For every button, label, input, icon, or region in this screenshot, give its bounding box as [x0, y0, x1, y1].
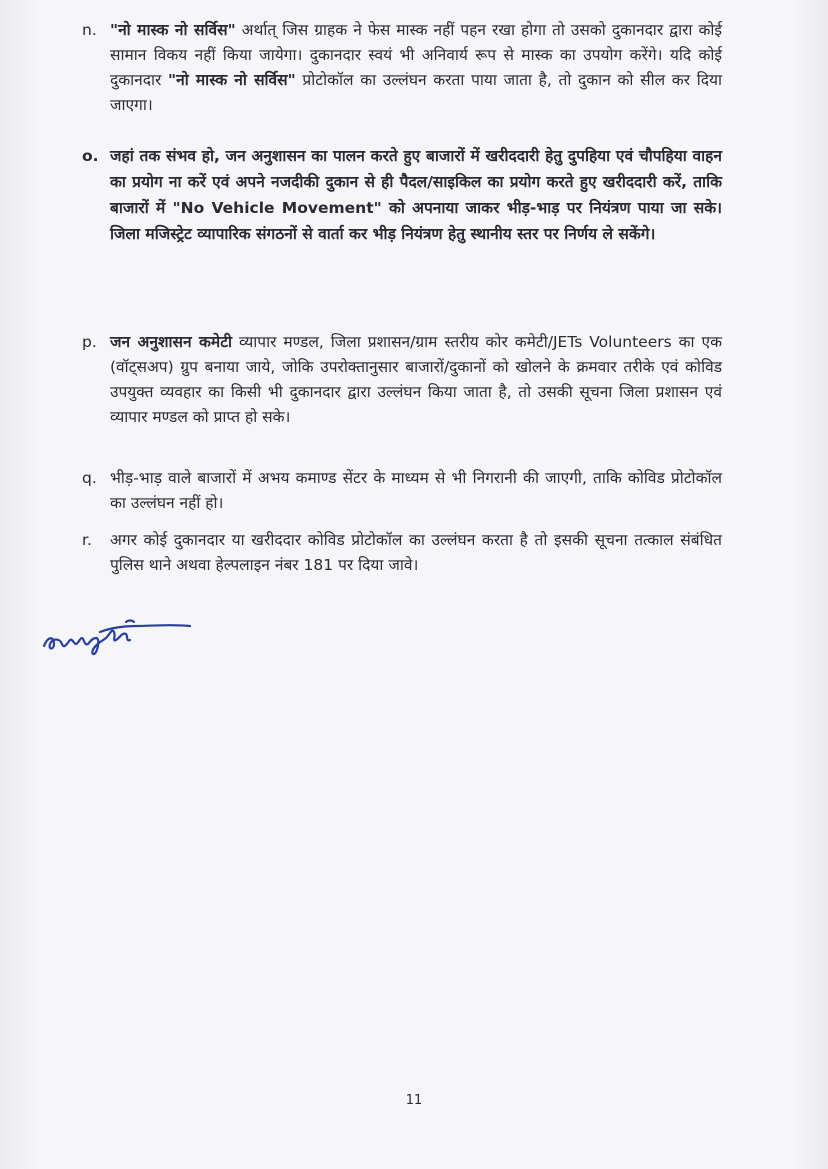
list-item-r	[82, 528, 722, 578]
list-item-n	[82, 18, 722, 118]
item-tail: प्रोटोकॉल का उल्लंघन करता पाया जाता है, तो दुकान को सील कर दिया जाएगा।	[110, 71, 722, 114]
item-text: व्यापार मण्डल, जिला प्रशासन/ग्राम स्तरीय कोर कमेटी/JETs Volunteers का एक (वॉट्सअप) ग्रुप बनाया जाये, जोकि उपरोक्तानुसार बाजारों/दुकानों को खोलने के क्रमवार तरीके एवं कोविड उपयुक्त व्यवहार का किसी भी दुकानदार द्वारा उल्लंघन किया जाता है, तो उसकी सूचना जिला प्रशासन एवं व्यापार मण्डल को प्राप्त हो सके।	[110, 333, 722, 426]
item-text: अगर कोई दुकानदार या खरीददार कोविड प्रोटोकॉल का उल्लंघन करता है तो इसकी सूचना तत्काल संबंधित पुलिस थाने अथवा हेल्पलाइन नंबर 181 पर दिया जावे।	[110, 531, 722, 574]
item-text: भीड़-भाड़ वाले बाजारों में अभय कमाण्ड सेंटर के माध्यम से भी निगरानी की जाएगी, ताकि कोविड प्रोटोकॉल का उल्लंघन नहीं हो।	[110, 469, 722, 512]
list-item-q	[82, 466, 722, 516]
list-item-p	[82, 330, 722, 430]
item-mid-bold: "नो मास्क नो सर्विस"	[168, 71, 296, 89]
item-text: जहां तक संभव हो, जन अनुशासन का पालन करते हुए बाजारों में खरीददारी हेतु दुपहिया एवं चौपहिया वाहन का प्रयोग ना करें एवं अपने नजदीकी दुकान से ही पैदल/साइकिल का प्रयोग करते हुए खरीददारी करें, ताकि बाजारों में "No Vehicle Movement" को अपनाया जाकर भीड़-भाड़ पर नियंत्रण पाया जा सके। जिला मजिस्ट्रेट व्यापारिक संगठनों से वार्ता कर भीड़ नियंत्रण हेतु स्थानीय स्तर पर निर्णय ले सकेंगे।	[110, 147, 722, 243]
item-marker: o.	[82, 147, 99, 165]
handwritten-signature-icon	[40, 614, 200, 664]
item-lead-bold: जन अनुशासन कमेटी	[110, 333, 233, 351]
item-marker: n.	[82, 21, 97, 39]
item-text: अर्थात् जिस ग्राहक ने फेस मास्क नहीं पहन रखा होगा तो उसको दुकानदार द्वारा कोई सामान विकय नहीं किया जायेगा। दुकानदार स्वयं भी अनिवार्य रूप से मास्क का उपयोग करेंगे। यदि कोई दुकानदार	[110, 21, 722, 89]
list-item-o	[82, 143, 722, 247]
item-marker: r.	[82, 531, 92, 549]
item-body	[110, 330, 722, 430]
item-marker: q.	[82, 469, 97, 487]
item-body	[110, 18, 722, 118]
item-lead-bold: "नो मास्क नो सर्विस"	[110, 21, 236, 39]
page-number: 11	[405, 1093, 423, 1108]
item-marker: p.	[82, 333, 97, 351]
